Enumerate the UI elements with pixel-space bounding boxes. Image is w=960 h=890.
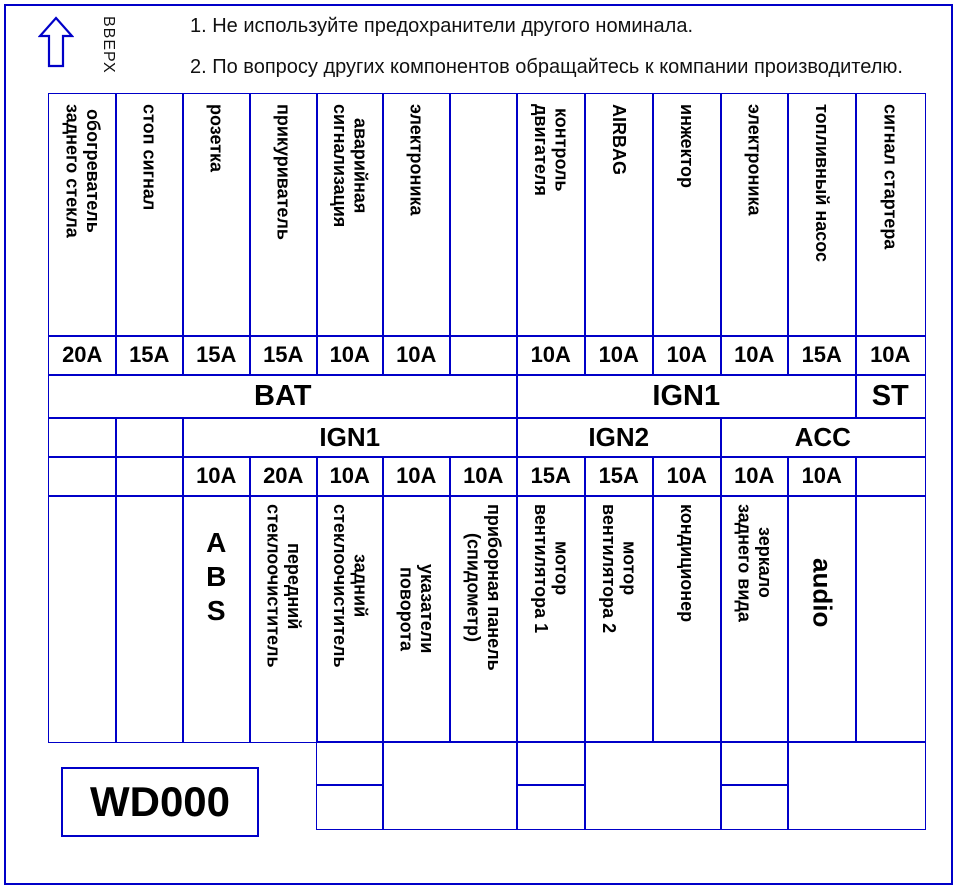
fuse-label-top <box>787 93 857 337</box>
fuse-label-text: топливный насос <box>812 104 833 262</box>
fuse-label-text: сигнал стартера <box>880 104 901 250</box>
fuse-label-text: инжектор <box>677 104 698 189</box>
fuse-label-text: AIRBAG <box>609 104 630 175</box>
fuse-rating-text: 10A <box>870 342 911 368</box>
fuse-rating-text: 15A <box>263 342 304 368</box>
power-group-empty <box>48 417 117 458</box>
fuse-rating-top <box>115 335 184 376</box>
fuse-label-top <box>316 93 384 337</box>
relay-slot <box>316 741 384 786</box>
fuse-label-bottom <box>249 495 318 743</box>
note-1: 1. Не используйте предохранители другого номинала. <box>190 15 694 37</box>
power-group-bottom <box>516 417 722 458</box>
fuse-label-bottom <box>182 495 251 743</box>
relay-slot <box>720 784 789 830</box>
power-group-top <box>855 374 926 419</box>
fuse-label-text: аварийная сигнализация <box>329 104 371 228</box>
fuse-label-top <box>516 93 586 337</box>
fuse-rating-bottom <box>720 456 789 497</box>
fuse-rating-text: 10A <box>396 463 437 489</box>
power-group-bottom <box>182 417 518 458</box>
fuse-rating-top <box>516 335 586 376</box>
fuse-label-text: указатели поворота <box>396 564 437 654</box>
fuse-rating-bottom <box>382 456 451 497</box>
fuse-rating-bottom <box>855 456 926 497</box>
fuse-rating-text: 15A <box>801 342 842 368</box>
relay-slot <box>382 741 518 830</box>
fuse-label-top <box>182 93 251 337</box>
relay-slot <box>516 741 586 786</box>
fuse-label-text: передний стеклоочиститель <box>263 504 304 668</box>
fuse-rating-top <box>855 335 926 376</box>
fuse-rating-text: 10A <box>734 342 775 368</box>
fuse-rating-bottom <box>316 456 384 497</box>
fuse-rating-top <box>584 335 654 376</box>
fuse-label-text: задний стеклоочиститель <box>329 504 371 668</box>
fuse-label-text: розетка <box>206 104 227 173</box>
power-group-text: BAT <box>254 379 312 412</box>
fuse-rating-bottom <box>249 456 318 497</box>
fuse-rating-bottom <box>182 456 251 497</box>
relay-slot <box>787 741 926 830</box>
fuse-rating-bottom <box>584 456 654 497</box>
fuse-rating-top <box>787 335 857 376</box>
fuse-label-bottom <box>720 495 789 743</box>
fuse-rating-text: 10A <box>329 463 370 489</box>
fuse-label-bottom <box>584 495 654 743</box>
fuse-rating-bottom <box>115 456 184 497</box>
fuse-label-bottom <box>115 495 184 743</box>
power-group-empty <box>115 417 184 458</box>
model-code: WD000 <box>61 767 259 837</box>
fuse-rating-top <box>182 335 251 376</box>
fuse-rating-top <box>449 335 518 376</box>
fuse-rating-text: 10A <box>598 342 639 368</box>
relay-slot <box>516 784 586 830</box>
power-group-top <box>48 374 518 419</box>
fuse-rating-text: 10A <box>463 463 504 489</box>
fuse-rating-top <box>720 335 789 376</box>
up-label: ВВЕРХ <box>100 16 117 74</box>
fuse-label-bottom <box>48 495 117 743</box>
fuse-label-text: кондиционер <box>677 504 698 623</box>
fuse-label-top <box>115 93 184 337</box>
fuse-rating-top <box>316 335 384 376</box>
fuse-rating-bottom <box>48 456 117 497</box>
fuse-rating-text: 20A <box>62 342 103 368</box>
fuse-rating-text: 15A <box>530 463 571 489</box>
relay-slot <box>720 741 789 786</box>
fuse-label-text: электроника <box>406 104 427 216</box>
fuse-label-top <box>855 93 926 337</box>
fuse-label-top <box>584 93 654 337</box>
fuse-rating-text: 15A <box>129 342 170 368</box>
fuse-label-text: прикуриватель <box>273 104 294 240</box>
fuse-label-text: электроника <box>744 104 765 216</box>
fuse-label-top <box>48 93 117 337</box>
relay-slot <box>584 741 722 830</box>
fuse-rating-top <box>249 335 318 376</box>
fuse-rating-bottom <box>449 456 518 497</box>
fuse-label-bottom <box>516 495 586 743</box>
fuse-rating-text: 20A <box>263 463 304 489</box>
power-group-text: IGN2 <box>588 421 650 452</box>
power-group-text: IGN1 <box>652 379 721 412</box>
fuse-rating-text: 10A <box>530 342 571 368</box>
fuse-label-bottom <box>855 495 926 743</box>
relay-slot <box>316 784 384 830</box>
power-group-top <box>516 374 857 419</box>
fuse-label-bottom <box>652 495 722 743</box>
fuse-rating-text: 15A <box>598 463 639 489</box>
fuse-label-top <box>449 93 518 337</box>
fuse-label-bottom <box>449 495 518 743</box>
fuse-label-top <box>249 93 318 337</box>
power-group-text: ST <box>871 379 909 412</box>
fuse-rating-top <box>382 335 451 376</box>
fuse-rating-bottom <box>652 456 722 497</box>
fuse-rating-text: 15A <box>196 342 237 368</box>
fuse-rating-top <box>652 335 722 376</box>
fuse-rating-text: 10A <box>196 463 237 489</box>
fuse-label-text: мотор вентилятора 2 <box>598 504 640 634</box>
fuse-label-text: A B S <box>206 527 227 626</box>
fuse-label-text: audio <box>807 558 838 628</box>
fuse-rating-text: 10A <box>666 463 707 489</box>
power-group-bottom <box>720 417 926 458</box>
fuse-rating-text: 10A <box>666 342 707 368</box>
fuse-label-top <box>382 93 451 337</box>
fuse-label-text: стоп сигнал <box>139 104 160 211</box>
fuse-rating-text: 10A <box>734 463 775 489</box>
fuse-label-text: зеркало заднего вида <box>734 504 775 622</box>
fuse-label-text: контроль двигателя <box>530 104 572 196</box>
fuse-rating-text: 10A <box>396 342 437 368</box>
fuse-label-bottom <box>787 495 857 743</box>
fuse-rating-bottom <box>787 456 857 497</box>
note-2: 2. По вопросу других компонентов обращайтесь к компании производителю. <box>190 56 903 78</box>
fuse-label-text: обогреватель заднего стекла <box>62 104 103 238</box>
fuse-label-bottom <box>316 495 384 743</box>
fuse-label-bottom <box>382 495 451 743</box>
fuse-label-top <box>720 93 789 337</box>
fuse-rating-bottom <box>516 456 586 497</box>
power-group-text: IGN1 <box>319 421 381 452</box>
power-group-text: ACC <box>794 421 851 452</box>
fuse-label-text: приборная панель (спидометр) <box>463 504 504 671</box>
fuse-label-text: мотор вентилятора 1 <box>530 504 572 634</box>
fuse-rating-top <box>48 335 117 376</box>
fuse-rating-text: 10A <box>801 463 842 489</box>
fuse-rating-text: 10A <box>329 342 370 368</box>
fuse-label-top <box>652 93 722 337</box>
